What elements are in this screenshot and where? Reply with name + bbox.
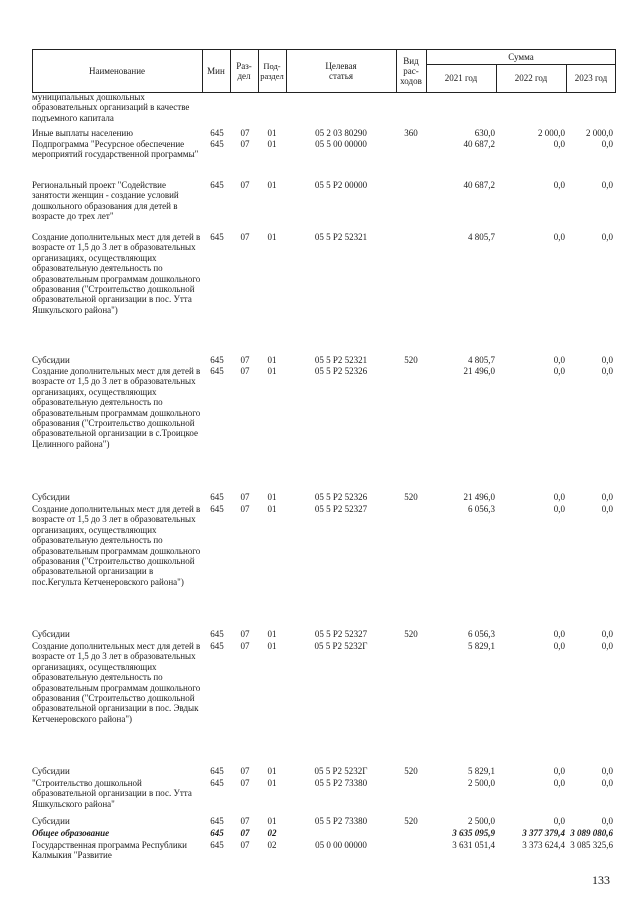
row-razdel: 07 bbox=[240, 492, 250, 502]
row-sum-2021: 6 056,3 bbox=[468, 629, 495, 639]
row-celevaya: 05 5 P2 5232Г bbox=[314, 641, 368, 651]
row-razdel: 07 bbox=[240, 641, 250, 651]
row-name: Государственная программа Республики Калмыкия "Развитие bbox=[32, 840, 187, 861]
row-celevaya: 05 5 P2 52321 bbox=[314, 232, 368, 242]
row-min: 645 bbox=[210, 766, 224, 776]
header-celevaya: Целевая статья bbox=[325, 61, 357, 81]
row-name: Субсидии bbox=[32, 629, 70, 639]
row-celevaya: 05 5 P2 52327 bbox=[314, 504, 368, 514]
row-sum-2021: 630,0 bbox=[474, 128, 495, 138]
row-min: 645 bbox=[210, 232, 224, 242]
row-razdel: 07 bbox=[240, 180, 250, 190]
row-celevaya: 05 5 P2 73380 bbox=[314, 816, 368, 826]
row-sum-2023: 0,0 bbox=[601, 139, 613, 149]
row-sum-2022: 0,0 bbox=[553, 504, 565, 514]
row-min: 645 bbox=[210, 840, 224, 850]
row-podrazdel: 01 bbox=[267, 232, 277, 242]
row-sum-2023: 0,0 bbox=[601, 355, 613, 365]
row-name: Субсидии bbox=[32, 816, 70, 826]
header-name: Наименование bbox=[88, 66, 146, 76]
row-podrazdel: 01 bbox=[267, 504, 277, 514]
row-celevaya: 05 5 P2 5232Г bbox=[314, 766, 368, 776]
row-sum-2022: 0,0 bbox=[553, 641, 565, 651]
row-sum-2022: 3 377 379,4 bbox=[522, 828, 565, 838]
row-sum-2023: 3 089 080,6 bbox=[570, 828, 613, 838]
row-sum-2021: 40 687,2 bbox=[463, 139, 495, 149]
row-sum-2022: 0,0 bbox=[553, 492, 565, 502]
row-sum-2022: 0,0 bbox=[553, 766, 565, 776]
row-sum-2023: 0,0 bbox=[601, 366, 613, 376]
row-min: 645 bbox=[210, 492, 224, 502]
row-min: 645 bbox=[210, 139, 224, 149]
row-sum-2021: 21 496,0 bbox=[463, 492, 495, 502]
row-min: 645 bbox=[210, 641, 224, 651]
row-sum-2023: 0,0 bbox=[601, 492, 613, 502]
row-podrazdel: 01 bbox=[267, 492, 277, 502]
row-sum-2022: 0,0 bbox=[553, 139, 565, 149]
row-sum-2021: 5 829,1 bbox=[468, 641, 495, 651]
row-min: 645 bbox=[210, 366, 224, 376]
row-celevaya: 05 2 03 80290 bbox=[315, 128, 367, 138]
row-sum-2022: 2 000,0 bbox=[538, 128, 565, 138]
row-sum-2023: 0,0 bbox=[601, 232, 613, 242]
header-vid: Вид рас- ходов bbox=[400, 56, 422, 86]
row-celevaya: 05 5 P2 00000 bbox=[314, 180, 368, 190]
header-min: Мин bbox=[207, 66, 225, 76]
row-vid: 520 bbox=[404, 629, 418, 639]
row-celevaya: 05 5 00 00000 bbox=[315, 139, 367, 149]
row-sum-2021: 3 631 051,4 bbox=[452, 840, 495, 850]
row-podrazdel: 01 bbox=[267, 128, 277, 138]
row-sum-2022: 0,0 bbox=[553, 366, 565, 376]
row-celevaya: 05 5 P2 52326 bbox=[314, 492, 368, 502]
header-2023: 2023 год bbox=[574, 73, 608, 83]
row-razdel: 07 bbox=[240, 139, 250, 149]
row-razdel: 07 bbox=[240, 355, 250, 365]
row-podrazdel: 01 bbox=[267, 766, 277, 776]
row-vid: 360 bbox=[404, 128, 418, 138]
row-name: Общее образование bbox=[32, 828, 110, 838]
row-podrazdel: 01 bbox=[267, 180, 277, 190]
row-razdel: 07 bbox=[240, 128, 250, 138]
row-podrazdel: 01 bbox=[267, 355, 277, 365]
row-sum-2022: 0,0 bbox=[553, 355, 565, 365]
row-name: муниципальных дошкольных образовательных организаций в качестве подъемного капитала bbox=[32, 92, 190, 123]
row-sum-2021: 4 805,7 bbox=[468, 355, 495, 365]
header-razdel: Раз- дел bbox=[236, 61, 252, 81]
row-razdel: 07 bbox=[240, 766, 250, 776]
row-min: 645 bbox=[210, 355, 224, 365]
row-razdel: 07 bbox=[240, 816, 250, 826]
header-2022: 2022 год bbox=[514, 73, 548, 83]
row-celevaya: 05 5 P2 52327 bbox=[314, 629, 368, 639]
row-vid: 520 bbox=[404, 492, 418, 502]
row-sum-2023: 0,0 bbox=[601, 180, 613, 190]
row-podrazdel: 02 bbox=[267, 828, 277, 838]
row-vid: 520 bbox=[404, 355, 418, 365]
row-name: Иные выплаты населению bbox=[32, 128, 133, 138]
row-sum-2023: 2 000,0 bbox=[586, 128, 613, 138]
row-razdel: 07 bbox=[240, 366, 250, 376]
row-podrazdel: 02 bbox=[267, 840, 277, 850]
header-summa: Сумма bbox=[508, 52, 534, 62]
row-vid: 520 bbox=[404, 766, 418, 776]
row-sum-2021: 6 056,3 bbox=[468, 504, 495, 514]
row-podrazdel: 01 bbox=[267, 629, 277, 639]
row-razdel: 07 bbox=[240, 840, 250, 850]
row-sum-2021: 40 687,2 bbox=[463, 180, 495, 190]
row-sum-2022: 0,0 bbox=[553, 778, 565, 788]
row-sum-2021: 2 500,0 bbox=[468, 778, 495, 788]
row-name: Создание дополнительных мест для детей в возрасте от 1,5 до 3 лет в образовательных организациях, осуществляющих образовательную деятельность по образовательным программам дошкольного образования ("Строительство дошкольной образовательной организации в с.Троицкое Целинного района") bbox=[32, 366, 201, 449]
row-name: "Строительство дошкольной образовательной организации в пос. Утта Яшкульского района" bbox=[32, 778, 192, 809]
row-podrazdel: 01 bbox=[267, 366, 277, 376]
row-name: Региональный проект "Содействие занятости женщин - создание условий дошкольного образования для детей в возрасте до трех лет" bbox=[32, 180, 179, 222]
row-min: 645 bbox=[210, 180, 224, 190]
row-sum-2023: 0,0 bbox=[601, 778, 613, 788]
row-sum-2023: 0,0 bbox=[601, 766, 613, 776]
row-sum-2021: 5 829,1 bbox=[468, 766, 495, 776]
row-celevaya: 05 0 00 00000 bbox=[315, 840, 367, 850]
header-podrazdel: Под- раздел bbox=[260, 61, 284, 81]
row-sum-2023: 0,0 bbox=[601, 629, 613, 639]
table-header bbox=[32, 49, 616, 93]
row-sum-2022: 3 373 624,4 bbox=[522, 840, 565, 850]
row-razdel: 07 bbox=[240, 629, 250, 639]
row-min: 645 bbox=[210, 504, 224, 514]
row-min: 645 bbox=[210, 816, 224, 826]
row-podrazdel: 01 bbox=[267, 778, 277, 788]
row-sum-2023: 0,0 bbox=[601, 504, 613, 514]
row-sum-2022: 0,0 bbox=[553, 629, 565, 639]
row-name: Создание дополнительных мест для детей в возрасте от 1,5 до 3 лет в образовательных организациях, осуществляющих образовательную деятельность по образовательным программам дошкольного образования ("Строительство дошкольной образовательной организации в пос.Кегульта Кетченеровского района") bbox=[32, 504, 201, 587]
row-vid: 520 bbox=[404, 816, 418, 826]
header-2021: 2021 год bbox=[444, 73, 478, 83]
row-min: 645 bbox=[210, 828, 224, 838]
row-sum-2022: 0,0 bbox=[553, 232, 565, 242]
row-celevaya: 05 5 P2 52326 bbox=[314, 366, 368, 376]
row-podrazdel: 01 bbox=[267, 816, 277, 826]
row-sum-2023: 0,0 bbox=[601, 816, 613, 826]
row-podrazdel: 01 bbox=[267, 641, 277, 651]
row-name: Субсидии bbox=[32, 766, 70, 776]
row-celevaya: 05 5 P2 52321 bbox=[314, 355, 368, 365]
row-sum-2022: 0,0 bbox=[553, 180, 565, 190]
row-sum-2023: 3 085 325,6 bbox=[570, 840, 613, 850]
row-name: Субсидии bbox=[32, 492, 70, 502]
row-name: Подпрограмма "Ресурсное обеспечение мероприятий государственной программы" bbox=[32, 139, 199, 160]
row-name: Создание дополнительных мест для детей в возрасте от 1,5 до 3 лет в образовательных организациях, осуществляющих образовательную деятельность по образовательным программам дошкольного образования ("Строительство дошкольной образовательной организации в пос. Эвдык Кетченеровского района") bbox=[32, 641, 201, 724]
row-sum-2022: 0,0 bbox=[553, 816, 565, 826]
row-name: Создание дополнительных мест для детей в возрасте от 1,5 до 3 лет в образовательных организациях, осуществляющих образовательную деятельность по образовательным программам дошкольного образования ("Строительство дошкольной образовательной организации в пос. Утта Яшкульского района") bbox=[32, 232, 201, 315]
row-razdel: 07 bbox=[240, 828, 250, 838]
row-min: 645 bbox=[210, 778, 224, 788]
row-razdel: 07 bbox=[240, 232, 250, 242]
row-sum-2021: 4 805,7 bbox=[468, 232, 495, 242]
row-razdel: 07 bbox=[240, 778, 250, 788]
row-sum-2021: 2 500,0 bbox=[468, 816, 495, 826]
row-name: Субсидии bbox=[32, 355, 70, 365]
row-min: 645 bbox=[210, 128, 224, 138]
row-razdel: 07 bbox=[240, 504, 250, 514]
row-sum-2021: 3 635 095,9 bbox=[452, 828, 495, 838]
row-sum-2023: 0,0 bbox=[601, 641, 613, 651]
row-podrazdel: 01 bbox=[267, 139, 277, 149]
page-number: 133 bbox=[592, 873, 610, 887]
row-sum-2021: 21 496,0 bbox=[463, 366, 495, 376]
row-celevaya: 05 5 P2 73380 bbox=[314, 778, 368, 788]
row-min: 645 bbox=[210, 629, 224, 639]
